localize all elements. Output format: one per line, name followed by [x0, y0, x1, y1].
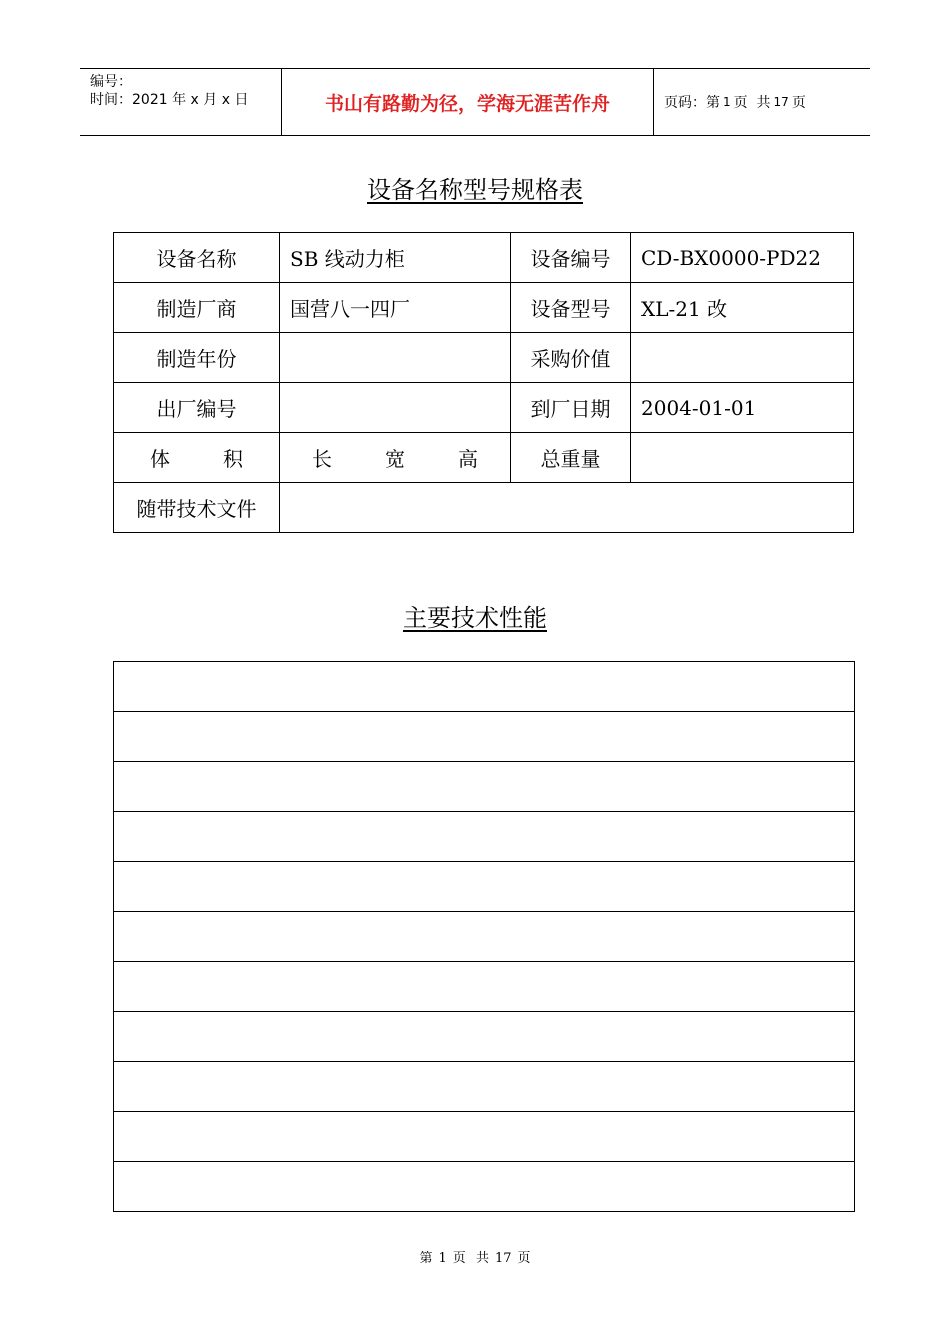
header-page-end: 页 [791, 95, 806, 111]
spec-value-dimensions [280, 433, 511, 483]
table-row [114, 1162, 855, 1212]
footer-page: 1 [438, 1251, 447, 1266]
header-page-total: 17 [773, 95, 789, 109]
spec-value-maker: 国营八一四厂 [280, 283, 511, 333]
spec-label-maker: 制造厂商 [114, 283, 280, 333]
table-row [114, 333, 854, 383]
header-time-value: 2021 年 x 月 x 日 [132, 92, 249, 108]
perf-cell [114, 1062, 855, 1112]
table-row [114, 233, 854, 283]
table-row [114, 1012, 855, 1062]
perf-cell [114, 912, 855, 962]
volume-label-b: 积 [223, 447, 243, 471]
header-meta [80, 69, 282, 135]
spec-label-volume [114, 433, 280, 483]
perf-cell [114, 1162, 855, 1212]
perf-cell [114, 1012, 855, 1062]
spec-value-arrival: 2004-01-01 [631, 383, 854, 433]
spec-value-year [280, 333, 511, 383]
header-page-label: 页码：第 [664, 95, 720, 111]
table-row [114, 383, 854, 433]
spec-table [113, 232, 854, 533]
header-number-label: 编号： [90, 74, 132, 90]
perf-cell [114, 662, 855, 712]
header-page-mid: 页 共 [733, 95, 771, 111]
perf-table [113, 661, 855, 1212]
page-footer [0, 1247, 950, 1266]
perf-cell [114, 712, 855, 762]
spec-label-model: 设备型号 [511, 283, 631, 333]
header-time [90, 91, 281, 109]
spec-label-serial: 出厂编号 [114, 383, 280, 433]
perf-cell [114, 812, 855, 862]
dim-length: 长 [312, 447, 332, 471]
dim-width: 宽 [385, 447, 405, 471]
footer-b: 页 [452, 1251, 466, 1266]
spec-label-arrival: 到厂日期 [511, 383, 631, 433]
table-row [114, 283, 854, 333]
spec-label-docs: 随带技术文件 [114, 483, 280, 533]
perf-cell [114, 962, 855, 1012]
spec-title: 设备名称型号规格表 [367, 176, 583, 204]
table-row [114, 912, 855, 962]
footer-d: 页 [517, 1251, 531, 1266]
spec-value-model: XL-21 改 [631, 283, 854, 333]
header-page-current: 1 [723, 95, 731, 109]
spec-label-year: 制造年份 [114, 333, 280, 383]
spec-label-name: 设备名称 [114, 233, 280, 283]
table-row [114, 483, 854, 533]
table-row [114, 1112, 855, 1162]
table-row [114, 662, 855, 712]
spec-value-price [631, 333, 854, 383]
spec-value-name: SB 线动力柜 [280, 233, 511, 283]
spec-label-id: 设备编号 [511, 233, 631, 283]
footer-c: 共 [475, 1251, 489, 1266]
spec-label-weight: 总重量 [511, 433, 631, 483]
table-row [114, 812, 855, 862]
spec-value-docs [280, 483, 854, 533]
perf-cell [114, 1112, 855, 1162]
spec-value-serial [280, 383, 511, 433]
header-time-label: 时间： [90, 92, 132, 108]
header-motto: 书山有路勤为径，学海无涯苦作舟 [282, 69, 654, 135]
page-header [80, 68, 870, 136]
perf-cell [114, 762, 855, 812]
header-page-info [654, 69, 870, 135]
table-row [114, 762, 855, 812]
footer-total: 17 [494, 1251, 512, 1266]
spec-label-price: 采购价值 [511, 333, 631, 383]
table-row [114, 433, 854, 483]
table-row [114, 862, 855, 912]
spec-value-weight [631, 433, 854, 483]
spec-value-id: CD-BX0000-PD22 [631, 233, 854, 283]
dim-height: 高 [458, 447, 478, 471]
table-row [114, 1062, 855, 1112]
footer-a: 第 [419, 1251, 433, 1266]
table-row [114, 962, 855, 1012]
perf-title: 主要技术性能 [403, 604, 547, 632]
volume-label-a: 体 [150, 447, 170, 471]
perf-cell [114, 862, 855, 912]
table-row [114, 712, 855, 762]
